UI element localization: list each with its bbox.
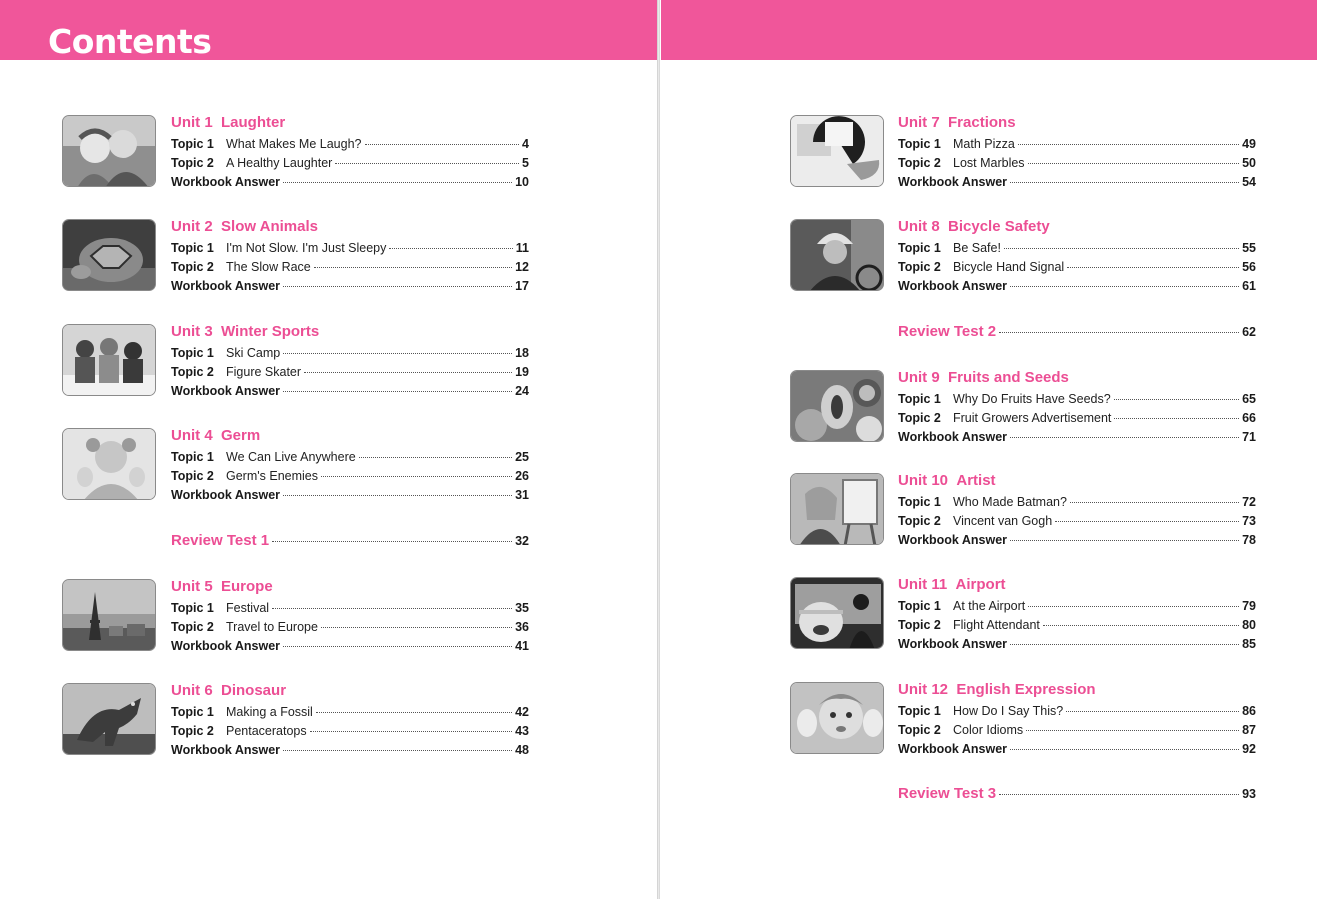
topic-label: Topic 1 (898, 241, 941, 255)
dot-leader (272, 608, 512, 609)
topic-title: At the Airport (953, 599, 1026, 613)
page-number: 36 (515, 620, 529, 634)
dot-leader (272, 541, 512, 542)
page-number: 62 (1242, 325, 1256, 339)
topic-row[interactable] (898, 493, 1256, 512)
topic-label: Topic 2 (171, 620, 214, 634)
dot-leader (1043, 625, 1239, 626)
workbook-label: Workbook Answer (171, 743, 281, 757)
page-number: 93 (1242, 787, 1256, 801)
unit-thumbnail (790, 473, 884, 545)
dot-leader (335, 163, 519, 164)
fruits-photo (791, 371, 884, 442)
topic-title: Germ's Enemies (226, 469, 318, 483)
workbook-label: Workbook Answer (898, 175, 1008, 189)
dot-leader (1055, 521, 1239, 522)
topic-title: Making a Fossil (226, 705, 313, 719)
topic-title: The Slow Race (226, 260, 311, 274)
girl-painting-photo (791, 474, 884, 545)
unit-thumbnail (62, 219, 156, 291)
dot-leader (1004, 248, 1239, 249)
dot-leader (1010, 644, 1239, 645)
dot-leader (1070, 502, 1239, 503)
topic-title: What Makes Me Laugh? (226, 137, 362, 151)
topic-row[interactable] (898, 390, 1256, 409)
dot-leader (310, 731, 512, 732)
workbook-row[interactable] (898, 173, 1256, 192)
page-number: 5 (522, 156, 529, 170)
unit-title: Unit 8 Bicycle Safety (898, 218, 1050, 235)
topic-label: Topic 1 (898, 599, 941, 613)
topic-row[interactable] (171, 239, 529, 258)
workbook-label: Workbook Answer (898, 742, 1008, 756)
topic-label: Topic 1 (898, 495, 941, 509)
topic-title: Bicycle Hand Signal (953, 260, 1065, 274)
topic-row[interactable] (171, 722, 529, 741)
dot-leader (1018, 144, 1239, 145)
topic-row[interactable] (898, 135, 1256, 154)
page-number: 49 (1242, 137, 1256, 151)
page-number: 17 (515, 279, 529, 293)
fraction-shapes-photo (791, 116, 884, 187)
dot-leader (316, 712, 512, 713)
page-number: 41 (515, 639, 529, 653)
unit-thumbnail (790, 370, 884, 442)
page-number: 55 (1242, 241, 1256, 255)
page-number: 10 (515, 175, 529, 189)
dinosaur-photo (63, 684, 156, 755)
topic-row[interactable] (898, 702, 1256, 721)
unit-thumbnail (790, 577, 884, 649)
page-number: 4 (522, 137, 529, 151)
topic-row[interactable] (171, 154, 529, 173)
page-number: 32 (515, 534, 529, 548)
topic-title: Fruit Growers Advertisement (953, 411, 1112, 425)
page-number: 73 (1242, 514, 1256, 528)
topic-row[interactable] (898, 616, 1256, 635)
page-title: Contents (48, 22, 212, 61)
page-number: 71 (1242, 430, 1256, 444)
topic-title: Be Safe! (953, 241, 1001, 255)
unit-thumbnail (62, 324, 156, 396)
dot-leader (304, 372, 512, 373)
workbook-row[interactable] (898, 740, 1256, 759)
topic-row[interactable] (171, 363, 529, 382)
page-number: 86 (1242, 704, 1256, 718)
topic-row[interactable] (898, 239, 1256, 258)
topic-title: Pentaceratops (226, 724, 307, 738)
page-number: 24 (515, 384, 529, 398)
topic-title: Lost Marbles (953, 156, 1025, 170)
topic-row[interactable] (171, 344, 529, 363)
review-test-row[interactable] (898, 323, 1256, 341)
dot-leader (999, 332, 1239, 333)
topic-label: Topic 1 (898, 392, 941, 406)
topic-label: Topic 1 (171, 450, 214, 464)
dot-leader (283, 182, 512, 183)
dot-leader (1114, 418, 1239, 419)
topic-row[interactable] (171, 448, 529, 467)
dot-leader (283, 286, 512, 287)
dot-leader (359, 457, 512, 458)
topic-label: Topic 2 (171, 469, 214, 483)
dot-leader (283, 495, 512, 496)
review-test-label: Review Test 1 (171, 532, 270, 549)
dot-leader (1114, 399, 1239, 400)
topic-row[interactable] (898, 258, 1256, 277)
topic-label: Topic 1 (171, 241, 214, 255)
topic-title: I'm Not Slow. I'm Just Sleepy (226, 241, 387, 255)
topic-title: Who Made Batman? (953, 495, 1067, 509)
workbook-label: Workbook Answer (898, 533, 1008, 547)
workbook-row[interactable] (171, 277, 529, 296)
child-face-photo (791, 683, 884, 754)
eiffel-tower-photo (63, 580, 156, 651)
boy-with-helmet-photo (791, 220, 884, 291)
topic-title: Why Do Fruits Have Seeds? (953, 392, 1111, 406)
unit-title: Unit 9 Fruits and Seeds (898, 369, 1069, 386)
topic-label: Topic 2 (171, 156, 214, 170)
topic-label: Topic 2 (898, 411, 941, 425)
dot-leader (1028, 163, 1240, 164)
page-number: 61 (1242, 279, 1256, 293)
page-number: 54 (1242, 175, 1256, 189)
page-number: 56 (1242, 260, 1256, 274)
workbook-label: Workbook Answer (171, 279, 281, 293)
page-number: 50 (1242, 156, 1256, 170)
unit-thumbnail (62, 683, 156, 755)
workbook-label: Workbook Answer (898, 637, 1008, 651)
page-number: 35 (515, 601, 529, 615)
unit-title: Unit 6 Dinosaur (171, 682, 287, 699)
dot-leader (1028, 606, 1239, 607)
book-spine (657, 0, 660, 899)
page-number: 66 (1242, 411, 1256, 425)
topic-title: Festival (226, 601, 270, 615)
workbook-label: Workbook Answer (171, 639, 281, 653)
girl-washing-hands-photo (63, 429, 156, 500)
page-number: 26 (515, 469, 529, 483)
review-test-label: Review Test 2 (898, 323, 997, 340)
workbook-row[interactable] (898, 635, 1256, 654)
workbook-label: Workbook Answer (171, 175, 281, 189)
workbook-row[interactable] (898, 277, 1256, 296)
workbook-label: Workbook Answer (171, 488, 281, 502)
topic-row[interactable] (171, 135, 529, 154)
unit-title: Unit 12 English Expression (898, 681, 1096, 698)
topic-row[interactable] (171, 703, 529, 722)
unit-title: Unit 7 Fractions (898, 114, 1016, 131)
page-number: 48 (515, 743, 529, 757)
topic-title: Travel to Europe (226, 620, 318, 634)
unit-thumbnail (790, 115, 884, 187)
header-band-left (0, 0, 657, 60)
workbook-row[interactable] (171, 637, 529, 656)
dot-leader (283, 646, 512, 647)
topic-title: A Healthy Laughter (226, 156, 333, 170)
workbook-row[interactable] (171, 741, 529, 760)
workbook-label: Workbook Answer (898, 430, 1008, 444)
workbook-row[interactable] (898, 531, 1256, 550)
children-laughing-photo (63, 116, 156, 187)
topic-title: Vincent van Gogh (953, 514, 1053, 528)
topic-title: We Can Live Anywhere (226, 450, 356, 464)
topic-row[interactable] (171, 599, 529, 618)
workbook-row[interactable] (898, 428, 1256, 447)
unit-title: Unit 11 Airport (898, 576, 1006, 593)
workbook-label: Workbook Answer (171, 384, 281, 398)
unit-title: Unit 4 Germ (171, 427, 261, 444)
dot-leader (1010, 286, 1239, 287)
topic-title: Math Pizza (953, 137, 1015, 151)
topic-title: Ski Camp (226, 346, 281, 360)
topic-label: Topic 2 (171, 260, 214, 274)
page-number: 25 (515, 450, 529, 464)
topic-title: Figure Skater (226, 365, 302, 379)
page-number: 78 (1242, 533, 1256, 547)
page-number: 79 (1242, 599, 1256, 613)
unit-thumbnail (62, 579, 156, 651)
header-band-right (661, 0, 1317, 60)
airplane-window-photo (791, 578, 884, 649)
dot-leader (283, 750, 512, 751)
unit-thumbnail (790, 219, 884, 291)
page-number: 18 (515, 346, 529, 360)
topic-title: How Do I Say This? (953, 704, 1064, 718)
workbook-row[interactable] (171, 486, 529, 505)
dot-leader (1026, 730, 1239, 731)
page-number: 85 (1242, 637, 1256, 651)
unit-title: Unit 1 Laughter (171, 114, 286, 131)
dot-leader (321, 476, 512, 477)
topic-row[interactable] (898, 721, 1256, 740)
dot-leader (1067, 267, 1239, 268)
unit-thumbnail (62, 428, 156, 500)
topic-label: Topic 2 (171, 365, 214, 379)
dot-leader (1010, 182, 1239, 183)
dot-leader (1010, 540, 1239, 541)
page-number: 80 (1242, 618, 1256, 632)
topic-label: Topic 1 (171, 705, 214, 719)
unit-title: Unit 2 Slow Animals (171, 218, 318, 235)
page-number: 72 (1242, 495, 1256, 509)
unit-title: Unit 3 Winter Sports (171, 323, 320, 340)
topic-title: Color Idioms (953, 723, 1024, 737)
topic-row[interactable] (898, 154, 1256, 173)
topic-label: Topic 1 (898, 704, 941, 718)
topic-row[interactable] (171, 258, 529, 277)
dot-leader (389, 248, 512, 249)
topic-label: Topic 2 (898, 723, 941, 737)
topic-label: Topic 2 (171, 724, 214, 738)
review-test-label: Review Test 3 (898, 785, 997, 802)
page-number: 87 (1242, 723, 1256, 737)
dot-leader (283, 353, 512, 354)
dot-leader (1066, 711, 1239, 712)
page-number: 12 (515, 260, 529, 274)
workbook-row[interactable] (171, 382, 529, 401)
topic-label: Topic 1 (171, 137, 214, 151)
dot-leader (283, 391, 512, 392)
topic-row[interactable] (898, 512, 1256, 531)
topic-title: Flight Attendant (953, 618, 1040, 632)
dot-leader (365, 144, 520, 145)
page-number: 19 (515, 365, 529, 379)
page-number: 11 (515, 241, 529, 255)
review-test-row[interactable] (898, 785, 1256, 803)
dot-leader (999, 794, 1239, 795)
dot-leader (314, 267, 512, 268)
topic-row[interactable] (898, 597, 1256, 616)
workbook-label: Workbook Answer (898, 279, 1008, 293)
topic-row[interactable] (898, 409, 1256, 428)
skiers-photo (63, 325, 156, 396)
topic-row[interactable] (171, 618, 529, 637)
unit-title: Unit 5 Europe (171, 578, 273, 595)
page-number: 31 (515, 488, 529, 502)
topic-label: Topic 2 (898, 156, 941, 170)
topic-label: Topic 2 (898, 618, 941, 632)
unit-thumbnail (790, 682, 884, 754)
topic-label: Topic 2 (898, 514, 941, 528)
page-number: 42 (515, 705, 529, 719)
dot-leader (1010, 749, 1239, 750)
topic-label: Topic 1 (171, 601, 214, 615)
workbook-row[interactable] (171, 173, 529, 192)
topic-row[interactable] (171, 467, 529, 486)
dot-leader (321, 627, 512, 628)
page-number: 65 (1242, 392, 1256, 406)
topic-label: Topic 2 (898, 260, 941, 274)
unit-title: Unit 10 Artist (898, 472, 996, 489)
tortoise-photo (63, 220, 156, 291)
topic-label: Topic 1 (171, 346, 214, 360)
topic-label: Topic 1 (898, 137, 941, 151)
dot-leader (1010, 437, 1239, 438)
review-test-row[interactable] (171, 532, 529, 550)
page-number: 92 (1242, 742, 1256, 756)
page-number: 43 (515, 724, 529, 738)
unit-thumbnail (62, 115, 156, 187)
